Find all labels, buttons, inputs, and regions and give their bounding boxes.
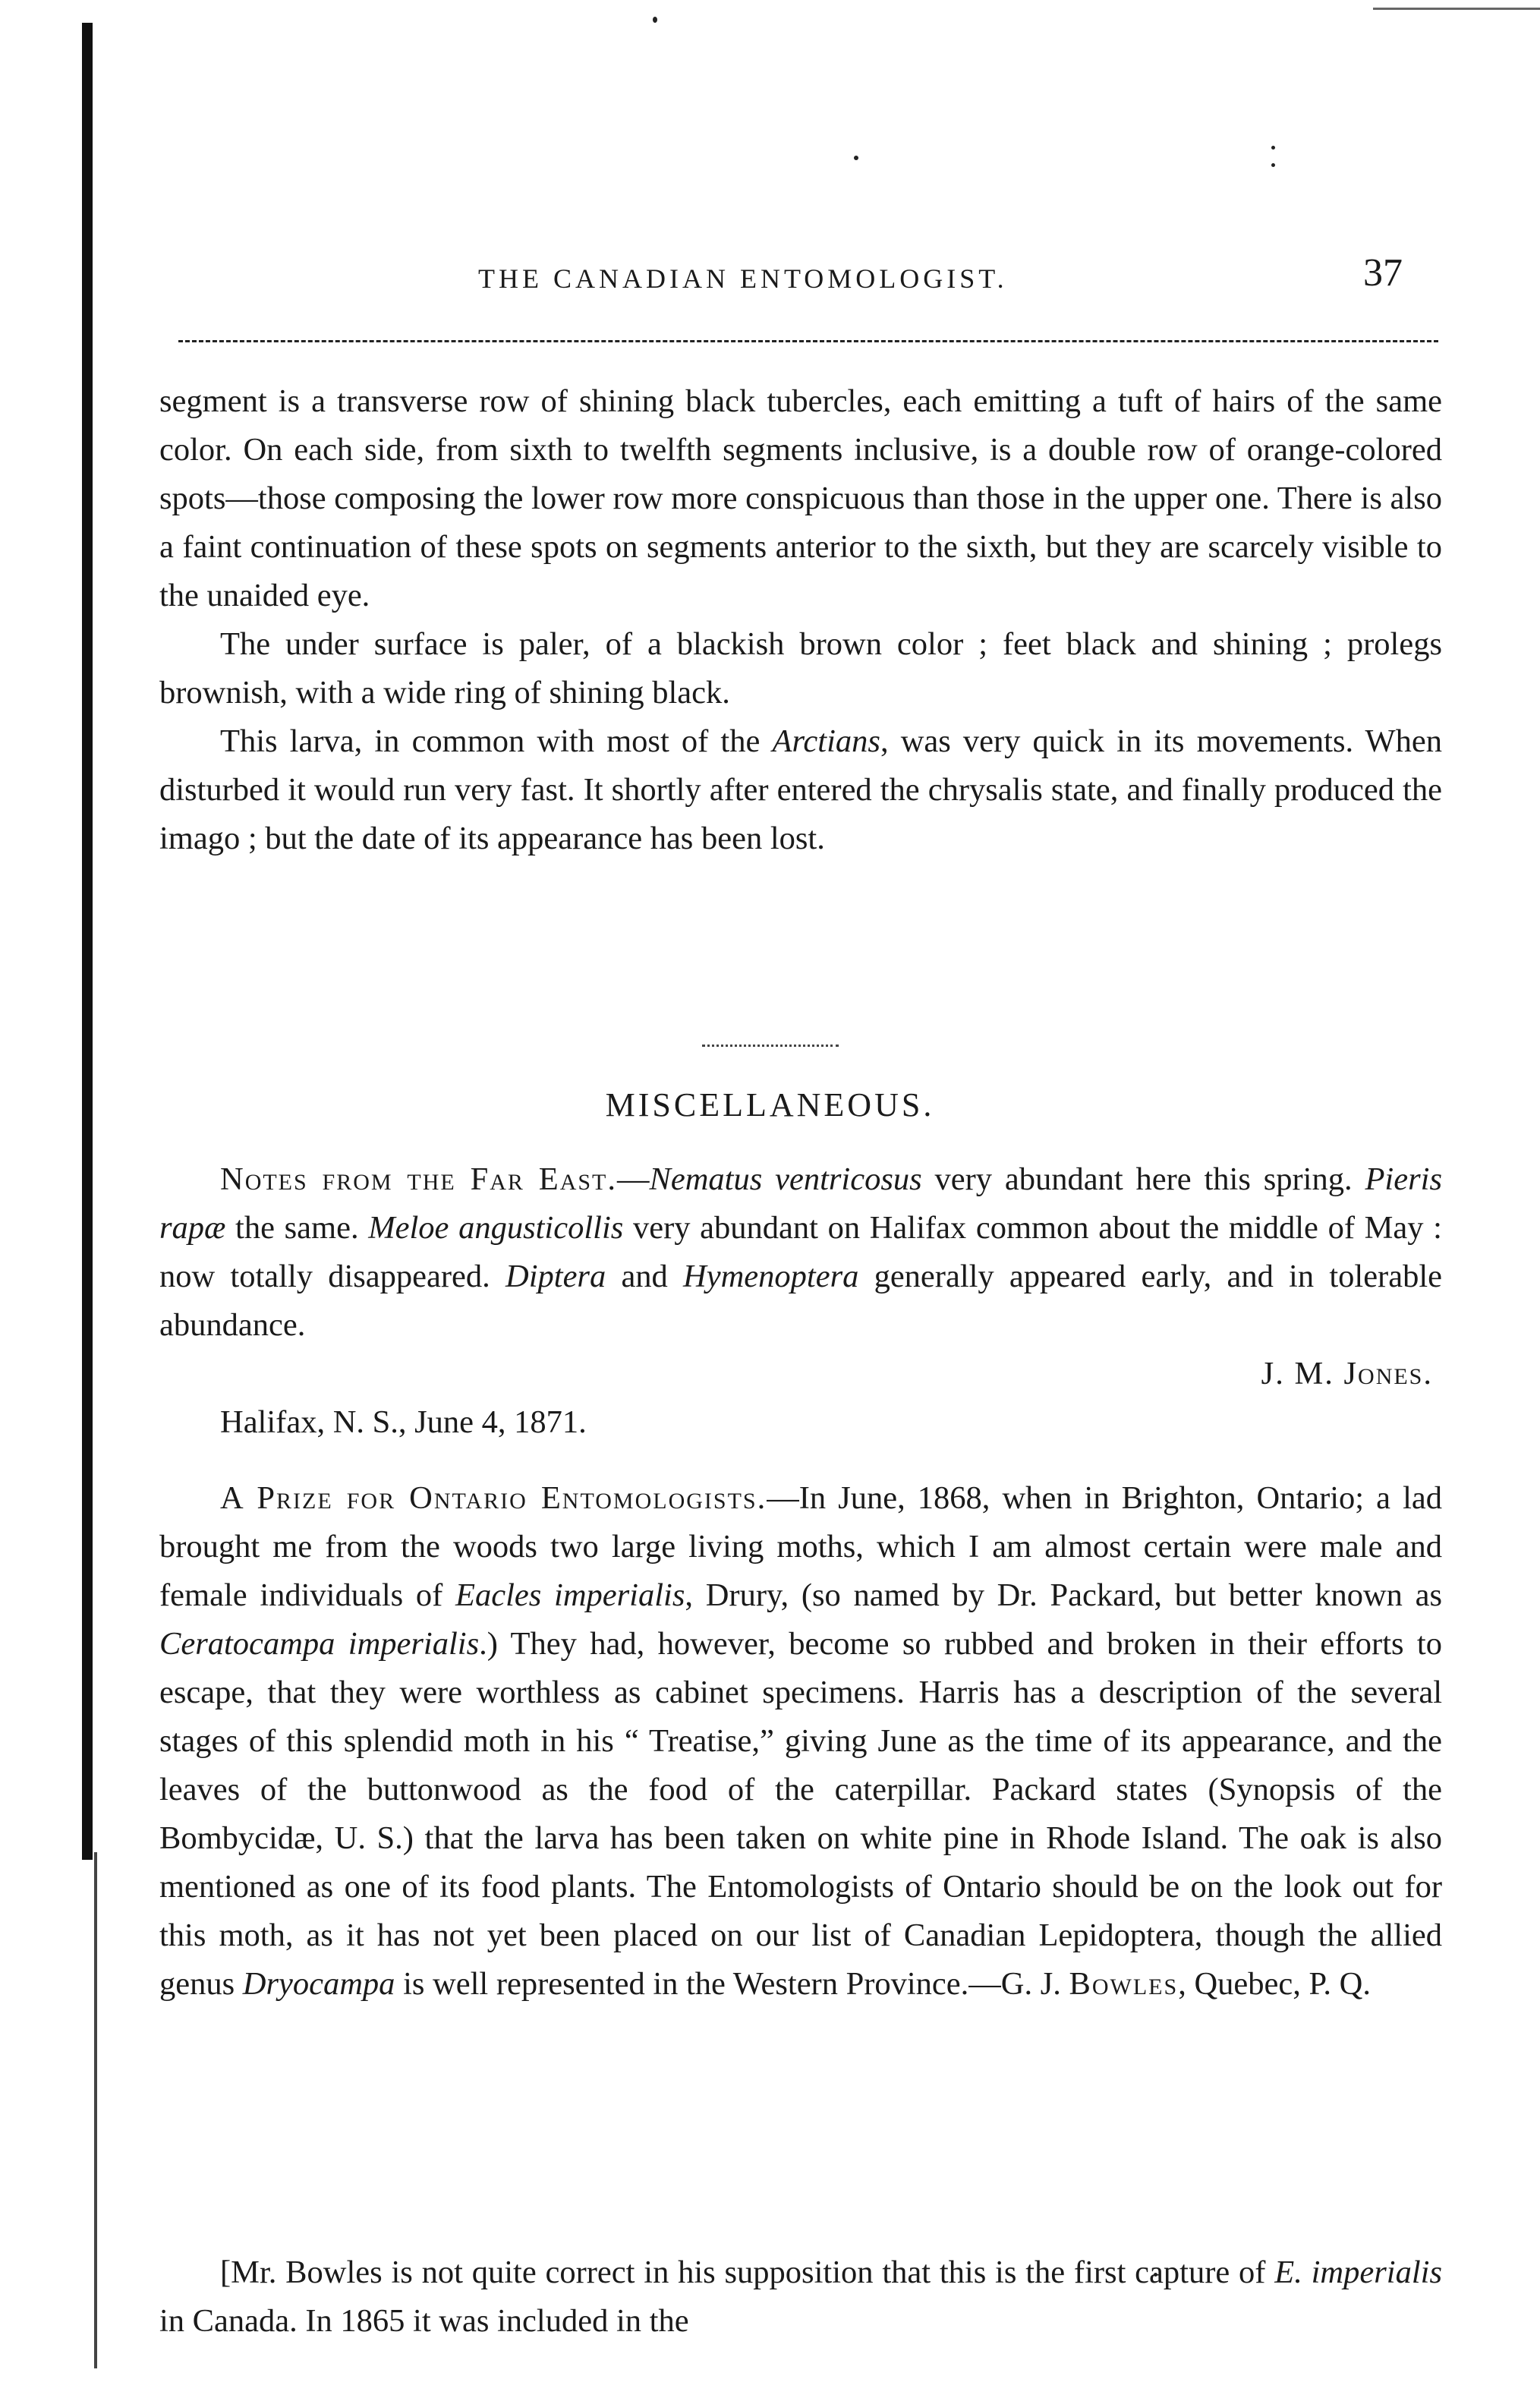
taxon-name: Ceratocampa imperialis — [159, 1626, 480, 1662]
scan-speck — [854, 156, 858, 160]
text-run: .) They had, however, become so rubbed and broken in their efforts to escape, that they were worthless as cabinet specimens. Harris has a description of the several stages of this splendid moth in his “ Treatise,” giving June as the time of its appearance, and the leaves of the buttonwood as the food of the caterpillar. Packard states (Synopsis of the Bombycidæ, U. S.) that the larva has been taken on white pine in Rhode Island. The oak is also mentioned as one of its food plants. The Entomologists of Ontario should be on the look out for this moth, as it has not yet been placed on our list of Canadian Lepidoptera, though the allied genus — [159, 1626, 1442, 2002]
author-signature: J. M. Jones. — [1261, 1356, 1433, 1391]
taxon-name: Pieris rapæ — [159, 1161, 1442, 1246]
paragraph-under-surface: The under surface is paler, of a blackish brown color ; feet black and shining ; prolegs brownish, with a wide ring of shining black. — [159, 626, 1442, 711]
article-heading: Notes from the Far East. — [220, 1161, 617, 1197]
prize-ontario — [159, 1474, 1442, 2009]
author-name: Bowles — [1069, 1966, 1179, 2002]
paragraph-notes — [159, 1155, 1442, 1350]
scan-speck — [1271, 146, 1275, 150]
taxon-name: E. imperialis — [1274, 2255, 1442, 2290]
section-separator — [702, 1045, 839, 1047]
section-title: MISCELLANEOUS. — [605, 1086, 935, 1123]
page-number: 37 — [1363, 251, 1403, 295]
paragraph-larva-segments: segment is a transverse row of shining black tubercles, each emitting a tuft of hairs of the same color. On each side, from sixth to twelfth segments inclusive, is a double row of orange-colored spots—those composing the lower row more conspicuous than those in the upper one. There is also a faint continuation of these spots on segments anterior to the sixth, but they are scarcely visible to the unaided eye. — [159, 383, 1442, 613]
dateline: Halifax, N. S., June 4, 1871. — [220, 1404, 587, 1440]
taxon-name: Meloe angusticollis — [368, 1210, 624, 1246]
text-run: [Mr. Bowles is not quite correct in his supposition that this is the first capture of — [220, 2255, 1275, 2290]
text-run: , Drury, (so named by Dr. Packard, but better known as — [685, 1577, 1442, 1613]
text-run: —In June, 1868, when in Brighton, Ontario; a lad brought me from the woods two large living moths, which I am almost certain were male and female individuals of — [159, 1480, 1443, 1613]
text-run: is well represented in the Western Province.—G. J. — [395, 1966, 1069, 2002]
text-run: in Canada. In 1865 it was included in the — [159, 2303, 689, 2339]
scan-edge-line — [1373, 8, 1540, 10]
taxon-name: Dryocampa — [242, 1966, 395, 2002]
scan-speck — [653, 17, 657, 23]
book-spine-shadow-lower — [94, 1852, 97, 2368]
text-run: and — [606, 1259, 684, 1294]
article-heading: A Prize for Ontario Entomologists. — [220, 1480, 767, 1516]
running-title: THE CANADIAN ENTOMOLOGIST. — [478, 263, 1008, 294]
text-run: , Quebec, P. Q. — [1178, 1966, 1371, 2002]
paragraph-prize — [159, 1474, 1442, 2009]
text-run: very abundant on Halifax common about the middle of May : now totally disappeared. — [159, 1210, 1442, 1294]
signature-line — [159, 1350, 1442, 1398]
text-run: the same. — [225, 1210, 369, 1246]
page-header — [0, 251, 1540, 311]
text-run: very abundant here this spring. — [921, 1161, 1365, 1197]
paragraph-editor-note — [159, 2248, 1442, 2346]
continued-article — [159, 377, 1442, 863]
taxon-name: Eacles imperialis — [455, 1577, 685, 1613]
paragraph-larva-behaviour — [159, 717, 1442, 863]
editor-note — [159, 2248, 1442, 2346]
notes-far-east — [159, 1155, 1442, 1447]
text-run: , was very quick in its movements. When disturbed it would run very fast. It shortly after entered the chrysalis state, and finally produced the imago ; but the date of its appearance has been lost. — [159, 723, 1442, 856]
text-run: generally appeared early, and in tolerable abundance. — [159, 1259, 1442, 1343]
scan-speck — [1271, 163, 1275, 167]
header-rule — [178, 340, 1438, 342]
taxon-name: Diptera — [505, 1259, 606, 1294]
text-run: This larva, in common with most of the — [220, 723, 773, 759]
taxon-name: Nematus ventricosus — [649, 1161, 922, 1197]
taxon-name: Hymenoptera — [683, 1259, 859, 1294]
text-run: — — [617, 1161, 650, 1197]
taxon-name: Arctians — [772, 723, 880, 759]
